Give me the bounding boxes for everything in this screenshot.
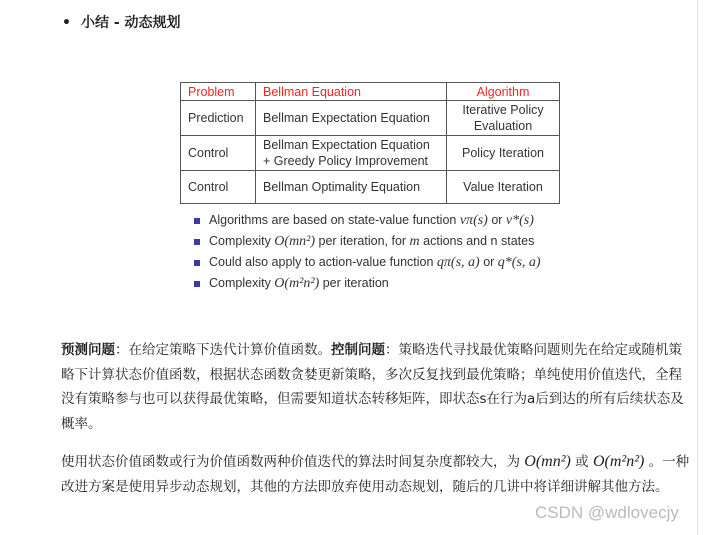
cell: Value Iteration [447, 171, 560, 204]
list-item [194, 252, 541, 273]
cell: Control [181, 136, 256, 171]
header-problem: Problem [181, 83, 256, 101]
cell: Bellman Expectation Equation [256, 101, 447, 136]
cell: Control [181, 171, 256, 204]
cell: Iterative Policy Evaluation [447, 101, 560, 136]
math: m [409, 234, 420, 249]
text: or [479, 255, 498, 269]
list-item [194, 210, 541, 231]
text: 使用状态价值函数或行为价值函数两种价值迭代的算法时间复杂度都较大，为 [61, 454, 525, 470]
watermark: CSDN @wdlovecjy [535, 503, 679, 522]
page-border [697, 0, 698, 535]
header-algorithm: Algorithm [447, 83, 560, 101]
table-row [181, 101, 560, 136]
bullet-list [194, 210, 541, 294]
text: Complexity [209, 234, 275, 248]
table-row [181, 171, 560, 204]
list-item [194, 231, 541, 252]
table-header [181, 83, 560, 101]
text: or [487, 213, 506, 227]
bold-term: 控制问题 [331, 342, 385, 358]
bold-term: 预测问题 [61, 342, 115, 358]
math: qπ(s, a) [436, 255, 480, 270]
text: actions and n states [419, 234, 535, 248]
section-heading [62, 12, 181, 32]
square-bullet-icon [194, 218, 200, 224]
cell: Prediction [181, 101, 256, 136]
list-item [194, 273, 541, 294]
text: Complexity [209, 276, 275, 290]
text: ：策略迭代寻找最优策略问题则先在给定或随机策略下计算状态价值函数，根据状态函数贪婪更新策略，多次反复找到最优策略；单纯使用价值迭代，全程没有策略参与也可以获得最优策略，但需要知道状态转移矩阵，即状态s在行为a后到达的所有后续状态及概率。 [61, 342, 684, 432]
math: O(m²n²) [274, 276, 320, 291]
text: ：在给定策略下迭代计算价值函数。 [115, 342, 331, 358]
header-bellman: Bellman Equation [256, 83, 447, 101]
cell: Bellman Expectation Equation + Greedy Policy Improvement [256, 136, 447, 171]
dp-summary-table [180, 82, 560, 204]
text: per iteration [319, 276, 389, 290]
text: 或 [570, 454, 593, 470]
math: v*(s) [505, 213, 534, 228]
math: O(mn²) [524, 453, 571, 470]
math: vπ(s) [459, 213, 488, 228]
math: q*(s, a) [497, 255, 541, 270]
cell: Bellman Optimality Equation [256, 171, 447, 204]
square-bullet-icon [194, 281, 200, 287]
text: Algorithms are based on state-value function [209, 213, 460, 227]
heading-text: 小结 - 动态规划 [80, 15, 181, 31]
cell: Policy Iteration [447, 136, 560, 171]
square-bullet-icon [194, 260, 200, 266]
text: 。一种改进方案是使用异步动态规划，其他的方法即放弃使用动态规划，随后的几讲中将详细讲解其他方法。 [61, 454, 690, 495]
bullet: • [62, 15, 71, 31]
paragraph-complexity [61, 450, 691, 499]
math: O(m²n²) [592, 453, 645, 470]
text: Could also apply to action-value function [209, 255, 437, 269]
text: per iteration, for [315, 234, 410, 248]
table-row [181, 136, 560, 171]
paragraph-prediction-control [61, 338, 691, 436]
math: O(mn²) [274, 234, 316, 249]
square-bullet-icon [194, 239, 200, 245]
